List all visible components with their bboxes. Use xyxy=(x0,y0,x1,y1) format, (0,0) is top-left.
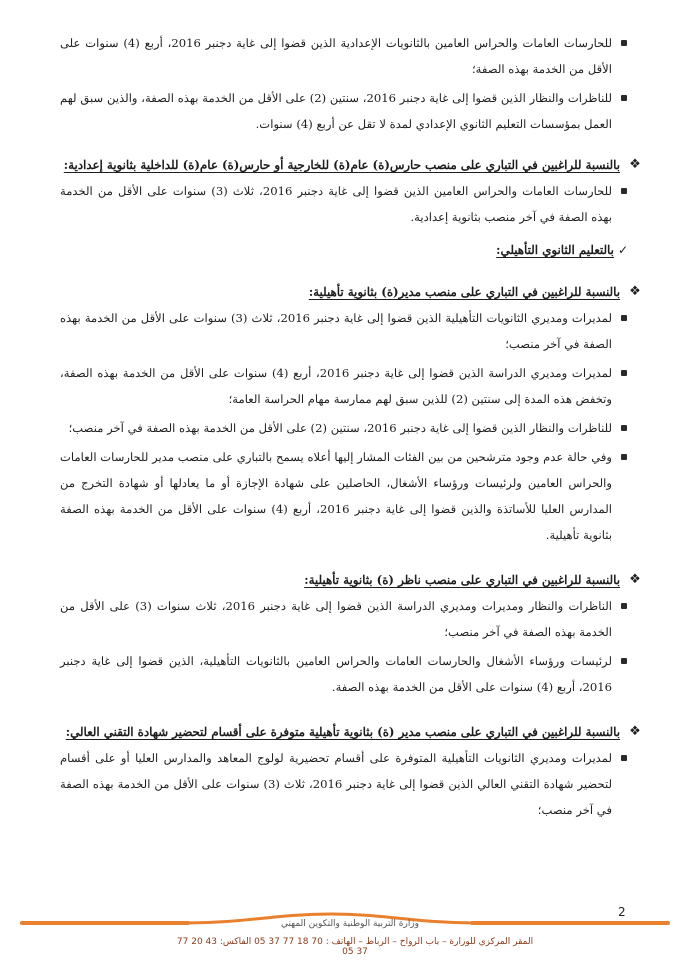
ministry-name: وزارة التربية الوطنية والتكوين المهني xyxy=(280,919,420,929)
list-item: لمديرات ومديري الثانويات التأهيلية المتوفرة على أقسام تحضيرية لولوج المعاهد والمدارس العليا أو على أقسام لتحضير شهادة التقني العالي الذين قضوا إلى غاية دجنبر 2016، ثلاث (3) سنوات على الأقل من الخدمة بهذه الصفة في آخر منصب؛ xyxy=(60,745,628,823)
list-item: لمديرات ومديري الدراسة الذين قضوا إلى غاية دجنبر 2016، أربع (4) سنوات على الأقل من الخدمة بهذه الصفة، وتخفض هذه المدة إلى سنتين (2) للذين سبق لهم ممارسة مهام الحراسة العامة؛ xyxy=(60,360,628,412)
footer-divider xyxy=(470,921,670,925)
footer-divider xyxy=(20,921,190,925)
checkmark-icon: ✓ xyxy=(617,243,628,257)
subheading: ✓ بالتعليم الثانوي التأهيلي: xyxy=(60,239,628,261)
bullet-list xyxy=(60,745,628,823)
diamond-bullet-icon: ❖ xyxy=(629,724,641,739)
list-item: وفي حالة عدم وجود مترشحين من بين الفئات المشار إليها أعلاه يسمح بالتباري على منصب مدير للحارسات العامات والحراس العامين ولرئيسات ورؤساء الأشغال، الحاصلين على شهادة الإجازة أو ما يعادلها أو شهادة التخرج من المدارس العليا للأساتذة والذين قضوا إلى غاية دجنبر 2016، أربع (4) سنوات على الأقل من الخدمة بهذه الصفة بثانوية تأهيلية. xyxy=(60,444,628,548)
list-item: لمديرات ومديري الثانويات التأهيلية الذين قضوا إلى غاية دجنبر 2016، ثلاث (3) سنوات على الأقل من الخدمة بهذه الصفة في آخر منصب؛ xyxy=(60,305,628,357)
list-item: الناظرات والنظار ومديرات ومديري الدراسة الذين قضوا إلى غاية دجنبر 2016، ثلاث سنوات (3) على الأقل من الخدمة بهذه الصفة في آخر منصب؛ xyxy=(60,593,628,645)
diamond-bullet-icon: ❖ xyxy=(629,284,641,299)
section-heading: ❖ بالنسبة للراغبين في التباري على منصب ناظر (ة) بثانوية تأهيلية: xyxy=(60,569,628,591)
section-heading: ❖ بالنسبة للراغبين في التباري على منصب مدير(ة) بثانوية تأهيلية: xyxy=(60,281,628,303)
section-heading: ❖ بالنسبة للراغبين في التباري على منصب مدير (ة) بثانوية تأهيلية متوفرة على أقسام لتحضير شهادة التقني العالي: xyxy=(60,721,628,743)
list-item: للحارسات العامات والحراس العامين بالثانويات الإعدادية الذين قضوا إلى غاية دجنبر 2016، أربع (4) سنوات على الأقل من الخدمة بهذه الصفة؛ xyxy=(60,30,628,82)
bullet-list xyxy=(60,593,628,700)
bullet-list xyxy=(60,305,628,548)
list-item: للناظرات والنظار الذين قضوا إلى غاية دجنبر 2016، سنتين (2) على الأقل من الخدمة بهذه الصفة في آخر منصب؛ xyxy=(60,415,628,441)
diamond-bullet-icon: ❖ xyxy=(629,157,641,172)
document-body xyxy=(60,30,641,826)
page-number: 2 xyxy=(618,905,626,919)
bullet-list xyxy=(60,30,628,137)
list-item: للناظرات والنظار الذين قضوا إلى غاية دجنبر 2016، سنتين (2) على الأقل من الخدمة بهذه الصفة، والذين سبق لهم العمل بمؤسسات التعليم الثانوي الإعدادي لمدة لا تقل عن أربع (4) سنوات. xyxy=(60,85,628,137)
section-heading: ❖ بالنسبة للراغبين في التباري على منصب حارس(ة) عام(ة) للخارجية أو حارس(ة) عام(ة) للداخلية بثانوية إعدادية: xyxy=(60,154,628,176)
diamond-bullet-icon: ❖ xyxy=(629,572,641,587)
bullet-list xyxy=(60,178,628,230)
footer-address: المقر المركزي للوزارة – باب الرواح – الرباط – الهاتف : 70 18 77 37 05 الفاكس: 43 20 77 37 05 xyxy=(176,937,534,957)
list-item: لرئيسات ورؤساء الأشغال والحارسات العامات والحراس العامين بالثانويات التأهيلية، الذين قضوا إلى غاية دجنبر 2016، أربع (4) سنوات على الأقل من الخدمة بهذه الصفة. xyxy=(60,648,628,700)
list-item: للحارسات العامات والحراس العامين الذين قضوا إلى غاية دجنبر 2016، ثلاث (3) سنوات على الأقل من الخدمة بهذه الصفة في آخر منصب بثانوية إعدادية. xyxy=(60,178,628,230)
